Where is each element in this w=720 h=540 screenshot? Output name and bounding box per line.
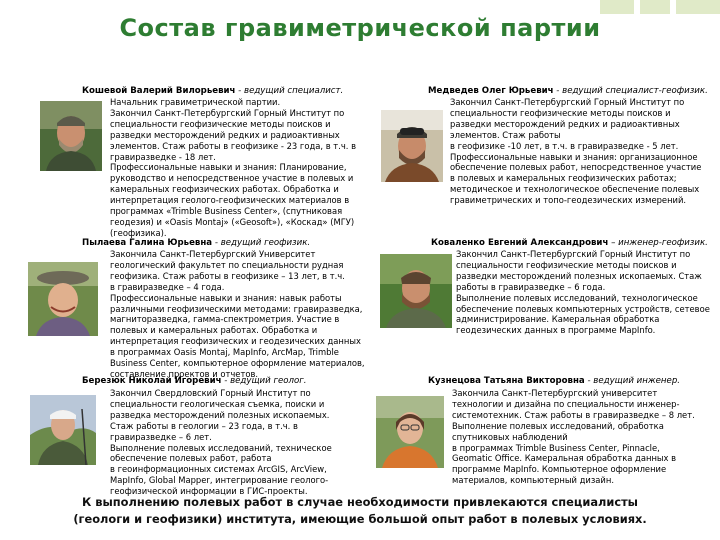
person-photo [30, 395, 96, 465]
person-bio: Закончил Свердловский Горный Институт по специальности геологическая съемка, поиски и разведка месторождений полезных ископаемых. Стаж работы в геологии – 23 года, в т.ч. в гравиразведке – 6 лет. Выполнение полевых исследований, техническое обеспечение полевых работ, работа в геоинформационных системах ArcGIS, ArcView, MapInfo, Global Mapper, интегрирование геолого- геофизической информации в ГИС-проекты. [110, 388, 332, 497]
person-name-text: Кузнецова Татьяна Викторовна [428, 376, 585, 386]
person-name [82, 86, 343, 97]
person-bio: Закончила Санкт-Петербургский университет технологии и дизайна по специальности инженер- системотехник. Стаж работы в гравиразведке – 8 лет. Выполнение полевых исследований, обработка спутниковых наблюдений в программах Trimble Business Center, Pinnacle, Geomatic Office. Камеральная обработка данных в программе MapInfo. Компьютерное оформление материалов, компьютерный дизайн. [452, 388, 695, 486]
person-bio: Закончил Санкт-Петербургский Горный Институт по специальности геофизические методы поисков и разведки месторождений редких и радиоактивных элементов. Стаж работы в геофизике -10 лет, в т.ч. в гравиразведке - 5 лет. Профессиональные навыки и знания: организационное обеспечение полевых работ, непосредственное участие в полевых и камеральных геофизических работах; методическое и технологическое обеспечение полевых гравиметрических и топо-геодезических измерений. [450, 97, 702, 206]
person-role: - ведущий геолог. [221, 376, 307, 386]
page-title: Состав гравиметрической партии [119, 14, 601, 42]
person-name-text: Коваленко Евгений Александрович [431, 238, 609, 248]
person-name-text: Пылаева Галина Юрьевна [82, 238, 213, 248]
person-name [428, 376, 680, 387]
person-name-text: Березюк Николай Игоревич [82, 376, 222, 386]
person-name-text: Медведев Олег Юрьевич [428, 86, 554, 96]
person-bio: Закончил Санкт-Петербургский Горный Институт по специальности геофизические методы поисков и разведки месторождений полезных ископаемых. Стаж работы в гравиразведке – 6 года. Выполнение полевых исследований, технологическое обеспечение полевых компьютерных устройств, сетевое администрирование. Камеральная обработка геодезических данных в программе MapInfo. [456, 249, 710, 336]
person-role: - ведущий специалист-геофизик. [553, 86, 708, 96]
person-photo [376, 396, 444, 468]
person-bio: Начальник гравиметрической партии. Закончил Санкт-Петербургский Горный Институт по специальности геофизические методы поисков и разведки месторождений редких и радиоактивных элементов. Стаж работы в геофизике - 23 года, в т.ч. в гравиразведке - 18 лет. Профессиональные навыки и знания: Планирование, руководство и непосредственное участие в полевых и камеральных геофизических работах. Обработка и интерпретация геолого-геофизических материалов в программах «Trimble Business Center», (спутниковая геодезия) и «Oasis Montaj» («Geosoft»), «Коскад» (МГУ) (геофизика). [110, 97, 357, 238]
person-role: - ведущий геофизик. [212, 238, 311, 248]
person-photo [40, 101, 102, 171]
person-name [428, 86, 708, 97]
person-name [431, 238, 708, 249]
corner-decoration [600, 0, 720, 14]
person-name [82, 376, 307, 387]
person-photo [28, 262, 98, 336]
person-name [82, 238, 310, 249]
person-role: - ведущий специалист. [235, 86, 344, 96]
person-role: - ведущий инженер. [584, 376, 680, 386]
person-role: – инженер-геофизик. [608, 238, 708, 248]
person-bio: Закончила Санкт-Петербургский Университет геологический факультет по специальности рудная геофизика. Стаж работы в геофизике – 13 лет, в т.ч. в гравиразведке – 4 года. Профессиональные навыки и знания: навык работы различными геофизическими методами: гравиразведка, магниторазведка, гамма-спектрометрия. Участие в полевых и камеральных работах. Обработка и интерпретация геофизических и геодезических данных в программах Oasis Montaj, MapInfo, ArcMap, Trimble Business Center, компьютерное оформление материалов, составление проектов и отчетов. [110, 249, 365, 379]
footer-note: К выполнению полевых работ в случае необходимости привлекаются специалисты (геологи и геофизики) института, имеющие большой опыт работ в полевых условиях. [73, 495, 647, 526]
person-name-text: Кошевой Валерий Вилорьевич [82, 86, 236, 96]
person-photo [380, 254, 452, 328]
person-photo [381, 110, 443, 182]
